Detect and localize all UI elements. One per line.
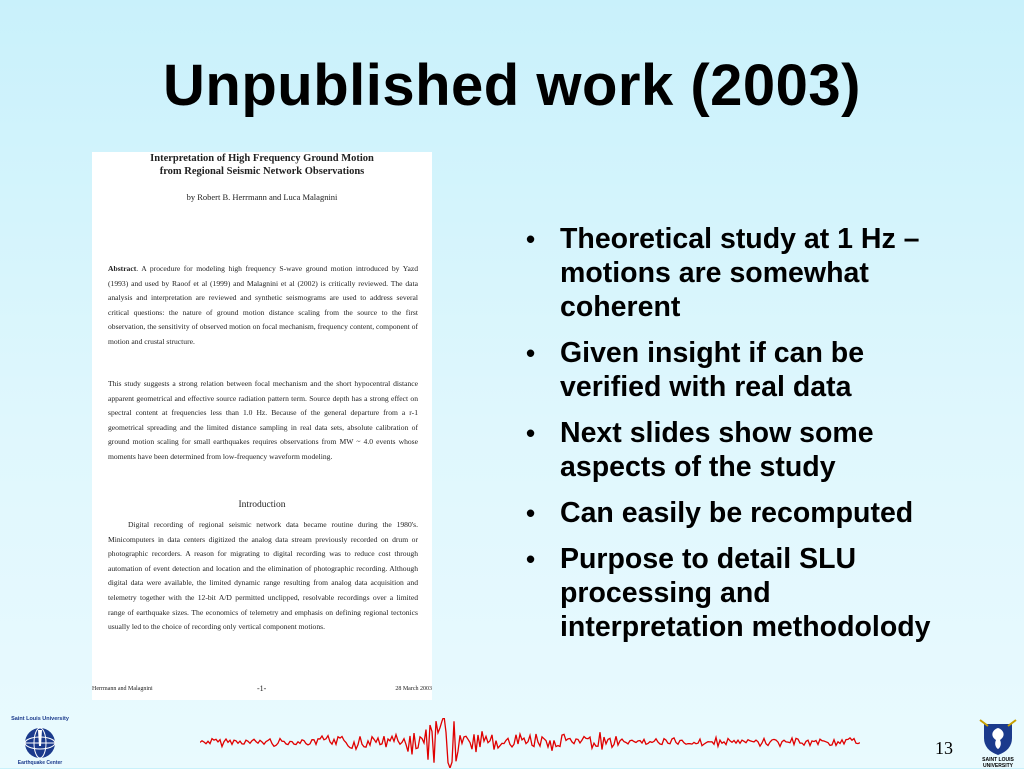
paper-footer-page: -1- <box>257 684 267 693</box>
university-crest-icon <box>978 718 1018 756</box>
bullet-dot-icon: • <box>526 498 536 528</box>
bullet-dot-icon: • <box>526 418 536 448</box>
bullet-item <box>520 416 950 484</box>
paper-abstract <box>108 262 418 350</box>
bullet-text: Next slides show some aspects of the study <box>560 417 874 483</box>
left-logo-top-text: Saint Louis University <box>11 716 69 722</box>
paper-footer-date: 28 March 2003 <box>395 686 432 692</box>
abstract-text: . A procedure for modeling high frequency S-wave ground motion introduced by Yazd (1993) and used by Raoof et al (1999) and Malagnini et al (2002) is critically reviewed. The data analysis and interpretation are reviewed and synthetic seismograms are used to address several critical questions: the nature of ground motion distance scaling from the source to the first observation, the sensitivity of observed motion on focal mechanism, frequency content, component of motion and crustal structure. <box>108 264 418 346</box>
right-logo-text: SAINT LOUIS UNIVERSITY <box>982 757 1014 769</box>
bullet-dot-icon: • <box>526 338 536 368</box>
paper-image <box>92 152 432 700</box>
bullet-text: Can easily be recomputed <box>560 497 914 529</box>
paper-title-line2: from Regional Seismic Network Observations <box>159 166 365 177</box>
seismogram-trace <box>200 718 860 768</box>
paper-study-paragraph: This study suggests a strong relation between focal mechanism and the short hypocentral distance apparent geometrical and effective source radiation pattern term. Source depth has a strong effect on spectral content at frequencies less than 1.0 Hz. Because of the general departure from a r-1 geometrical spreading and the limited distance sampling in real data sets, absolute calibration of ground motion scaling for small earthquakes requires observations from MW ~ 4.0 events whose moments have been determined from low-frequency waveform modeling. <box>108 379 418 461</box>
globe-logo-icon <box>8 716 72 766</box>
bullet-text: Purpose to detail SLU processing and interpretation methodolody <box>560 543 931 643</box>
bullet-item <box>520 496 950 530</box>
bullet-list <box>520 222 950 656</box>
paper-footer-left: Herrmann and Malagnini <box>92 686 153 692</box>
paper-intro-heading: Introduction <box>238 500 286 510</box>
bullet-text: Theoretical study at 1 Hz – motions are somewhat coherent <box>560 223 920 323</box>
bullet-item <box>520 222 950 324</box>
bullet-text: Given insight if can be verified with real data <box>560 337 865 403</box>
slide-title: Unpublished work (2003) <box>163 53 861 118</box>
bullet-item <box>520 336 950 404</box>
bullet-item <box>520 542 950 644</box>
paper-title <box>92 152 432 178</box>
page-number: 13 <box>935 738 953 758</box>
abstract-label: Abstract <box>108 264 137 273</box>
paper-authors: by Robert B. Herrmann and Luca Malagnini <box>186 192 338 202</box>
left-logo-bottom-text: Earthquake Center <box>17 760 63 766</box>
bullet-dot-icon: • <box>526 224 536 254</box>
paper-intro-paragraph: Digital recording of regional seismic network data became routine during the 1980's. Minicomputers in data centers digitized the analog data stream previously recorded on drum or photographic recorders. A reason for migrating to digital recording was to reduce cost through automation of event detection and location and the elimination of photographic recording. Although digital data were available, the limited dynamic range resulting from analog data acquisition and telemetry together with the 12-bit A/D permitted unclipped, resolvable recordings over a limited range of earthquake sizes. The economics of telemetry and emphasis on defining regional tectonics usually led to the choice of recording only vertical component motions. <box>108 520 418 632</box>
bullet-dot-icon: • <box>526 544 536 574</box>
paper-title-line1: Interpretation of High Frequency Ground Motion <box>150 153 374 164</box>
